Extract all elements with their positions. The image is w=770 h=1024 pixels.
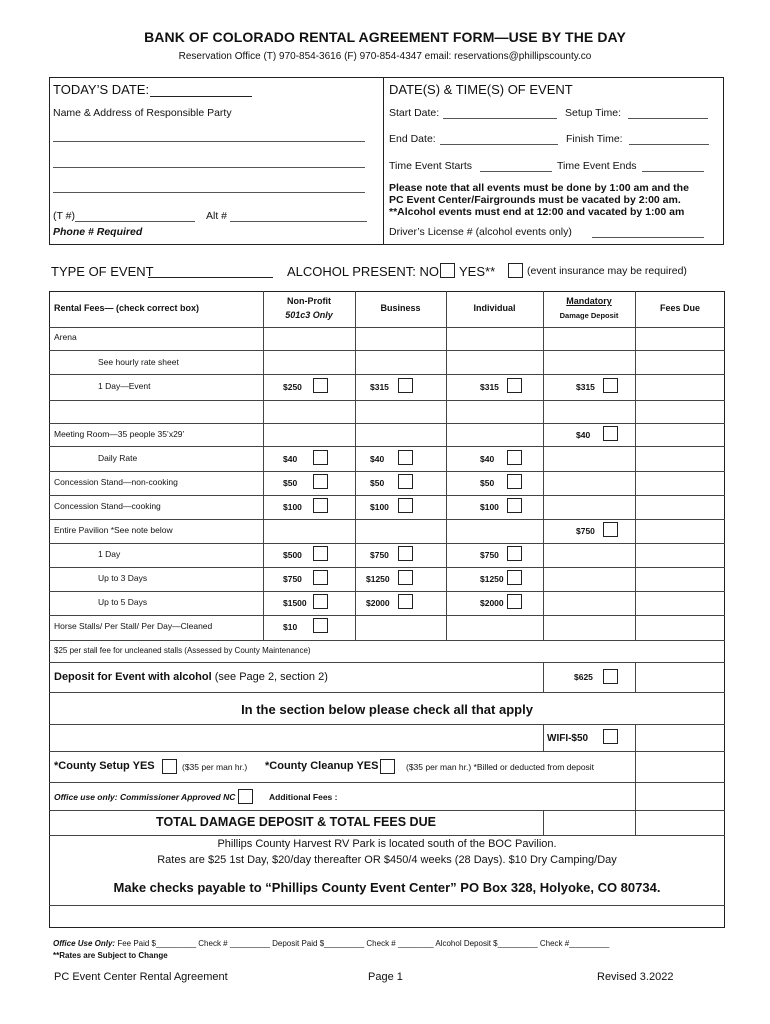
- row-concession-cooking: Concession Stand—cooking: [54, 501, 161, 511]
- col-header-business: Business: [380, 303, 421, 313]
- price-conc-c-b: $100: [370, 502, 389, 512]
- address-line-3[interactable]: [53, 192, 365, 193]
- price-daily-b: $40: [370, 454, 385, 464]
- rates-subject-note: **Rates are Subject to Change: [53, 951, 168, 960]
- form-title: BANK OF COLORADO RENTAL AGREEMENT FORM—USE BY THE DAY: [144, 29, 626, 45]
- insurance-note: (event insurance may be required): [527, 265, 687, 277]
- checkbox-daily-i[interactable]: [507, 450, 522, 465]
- table-col-divider: [355, 291, 356, 640]
- license-field[interactable]: [592, 237, 704, 238]
- row-pavilion-5days: Up to 5 Days: [98, 597, 148, 607]
- event-starts-field[interactable]: [480, 171, 552, 172]
- note-line-2: PC Event Center/Fairgrounds must be vacated by 2:00 am.: [389, 194, 681, 206]
- office-use-fields[interactable]: Fee Paid $_________ Check # _________ Deposit Paid $_________ Check # ________ Alcohol Deposit $_________ Check #_________: [115, 939, 610, 948]
- type-of-event-field[interactable]: [148, 277, 273, 278]
- table-row-divider: [49, 835, 725, 836]
- wifi-label: WIFI-$50: [547, 733, 589, 744]
- row-stall-fee-note: $25 per stall fee for uncleaned stalls (Assessed by County Maintenance): [54, 646, 311, 655]
- table-row-divider: [49, 471, 725, 472]
- price-p5-i: $2000: [480, 598, 504, 608]
- checkbox-day-event-np[interactable]: [313, 378, 328, 393]
- row-concession-noncooking: Concession Stand—non-cooking: [54, 477, 178, 487]
- price-p3-i: $1250: [480, 574, 504, 584]
- box-divider: [383, 77, 384, 245]
- col-header-nonprofit-sub: 501c3 Only: [285, 310, 333, 320]
- page-number: Page 1: [368, 971, 403, 983]
- price-day-event-i: $315: [480, 382, 499, 392]
- checkbox-meeting-d[interactable]: [603, 426, 618, 441]
- table-row-divider: [49, 495, 725, 496]
- office-use-line: [53, 939, 609, 948]
- price-conc-c-np: $100: [283, 502, 302, 512]
- table-row-divider: [49, 905, 725, 906]
- table-col-divider: [635, 724, 636, 751]
- table-row-divider: [49, 543, 725, 544]
- responsible-party-label: Name & Address of Responsible Party: [53, 107, 232, 119]
- type-of-event-label: TYPE OF EVENT: [51, 264, 154, 279]
- price-conc-c-i: $100: [480, 502, 499, 512]
- table-row-divider: [49, 692, 725, 693]
- alcohol-deposit-amount: $625: [574, 672, 593, 682]
- county-setup-rate: ($35 per man hr.): [182, 762, 248, 772]
- checkbox-daily-np[interactable]: [313, 450, 328, 465]
- county-cleanup-rate: ($35 per man hr.) *Billed or deducted from deposit: [406, 762, 595, 772]
- finish-time-field[interactable]: [629, 144, 709, 145]
- county-setup-checkbox[interactable]: [162, 759, 177, 774]
- checkbox-p5-b[interactable]: [398, 594, 413, 609]
- row-meeting-room: Meeting Room—35 people 35’x29’: [54, 429, 185, 439]
- checkbox-conc-c-np[interactable]: [313, 498, 328, 513]
- row-pavilion-1day: 1 Day: [98, 549, 121, 559]
- price-p3-b: $1250: [366, 574, 390, 584]
- table-row-divider: [49, 374, 725, 375]
- price-meeting-d: $40: [576, 430, 591, 440]
- checkbox-pavilion-d[interactable]: [603, 522, 618, 537]
- price-daily-np: $40: [283, 454, 298, 464]
- price-day-event-b: $315: [370, 382, 389, 392]
- checkbox-day-event-d[interactable]: [603, 378, 618, 393]
- county-setup-label: *County Setup YES: [54, 760, 155, 772]
- table-col-divider: [635, 662, 636, 692]
- row-day-event: 1 Day—Event: [98, 381, 151, 391]
- checkbox-horse-np[interactable]: [313, 618, 328, 633]
- row-pavilion-3days: Up to 3 Days: [98, 573, 148, 583]
- setup-time-label: Setup Time:: [565, 107, 622, 119]
- todays-date-field[interactable]: [150, 96, 252, 97]
- table-row-divider: [49, 782, 725, 783]
- alcohol-deposit-ref: (see Page 2, section 2): [211, 671, 328, 683]
- col-header-rental: Rental Fees— (check correct box): [54, 303, 200, 313]
- office-use-label: Office Use Only:: [53, 939, 116, 948]
- checkbox-conc-nc-b[interactable]: [398, 474, 413, 489]
- col-header-nonprofit: Non-Profit: [287, 296, 331, 306]
- table-col-divider: [543, 662, 544, 692]
- alcohol-present-label: ALCOHOL PRESENT: NO: [287, 264, 439, 279]
- phone-label: (T #): [53, 210, 75, 222]
- alt-phone-field[interactable]: [230, 221, 367, 222]
- total-fees-label: TOTAL DAMAGE DEPOSIT & TOTAL FEES DUE: [156, 815, 436, 829]
- table-row-divider: [49, 724, 725, 725]
- phone-field[interactable]: [75, 221, 195, 222]
- checkbox-conc-c-i[interactable]: [507, 498, 522, 513]
- price-day-event-d: $315: [576, 382, 595, 392]
- table-row-divider: [49, 446, 725, 447]
- alcohol-no-checkbox[interactable]: [440, 263, 455, 278]
- table-col-divider: [635, 782, 636, 810]
- table-row-divider: [49, 751, 725, 752]
- alcohol-yes-label: YES**: [459, 264, 496, 279]
- price-conc-nc-i: $50: [480, 478, 495, 488]
- alcohol-yes-checkbox[interactable]: [508, 263, 523, 278]
- col-header-individual: Individual: [473, 303, 516, 313]
- event-starts-label: Time Event Starts: [389, 160, 473, 172]
- setup-time-field[interactable]: [628, 118, 708, 119]
- price-daily-i: $40: [480, 454, 495, 464]
- end-date-label: End Date:: [389, 133, 436, 145]
- checkbox-conc-nc-i[interactable]: [507, 474, 522, 489]
- rv-park-line-2: Rates are $25 1st Day, $20/day thereafter OR $450/4 weeks (28 Days). $10 Dry Camping/Day: [157, 854, 617, 866]
- table-row-divider: [49, 591, 725, 592]
- price-conc-nc-b: $50: [370, 478, 385, 488]
- county-cleanup-checkbox[interactable]: [380, 759, 395, 774]
- table-col-divider: [263, 291, 264, 640]
- checkbox-p3-i[interactable]: [507, 570, 522, 585]
- checkbox-day-event-b[interactable]: [398, 378, 413, 393]
- row-hourly: See hourly rate sheet: [98, 357, 179, 367]
- start-date-field[interactable]: [443, 118, 557, 119]
- phone-required-note: Phone # Required: [53, 226, 143, 238]
- row-entire-pavilion: Entire Pavilion *See note below: [54, 525, 173, 535]
- office-nc-checkbox[interactable]: [238, 789, 253, 804]
- checkbox-p1-b[interactable]: [398, 546, 413, 561]
- price-p5-np: $1500: [283, 598, 307, 608]
- event-ends-label: Time Event Ends: [557, 160, 637, 172]
- todays-date-label: TODAY’S DATE:: [53, 82, 150, 97]
- table-row-divider: [49, 615, 725, 616]
- checkbox-conc-nc-np[interactable]: [313, 474, 328, 489]
- table-row-divider: [49, 640, 725, 641]
- contact-info: Reservation Office (T) 970-854-3616 (F) 970-854-4347 email: reservations@phillipscounty.co: [178, 51, 592, 62]
- price-p3-np: $750: [283, 574, 302, 584]
- table-row-divider: [49, 567, 725, 568]
- table-col-divider: [635, 291, 636, 640]
- office-nc-label: Office use only: Commissioner Approved NC: [54, 792, 236, 802]
- additional-fees-label: Additional Fees :: [269, 792, 338, 802]
- start-date-label: Start Date:: [389, 107, 440, 119]
- table-row-divider: [49, 350, 725, 351]
- event-ends-field[interactable]: [642, 171, 704, 172]
- table-row-divider: [49, 662, 725, 663]
- row-alcohol-deposit: [54, 671, 328, 683]
- county-cleanup-label: *County Cleanup YES: [265, 760, 379, 772]
- col-header-damage-deposit: Damage Deposit: [559, 311, 619, 320]
- rv-park-line-1: Phillips County Harvest RV Park is located south of the BOC Pavilion.: [217, 838, 557, 850]
- table-row-divider: [49, 327, 725, 328]
- note-line-1: Please note that all events must be done by 1:00 am and the: [389, 182, 689, 194]
- checkbox-day-event-i[interactable]: [507, 378, 522, 393]
- note-line-3: **Alcohol events must end at 12:00 and vacated by 1:00 am: [389, 206, 685, 218]
- license-label: Driver’s License # (alcohol events only): [389, 226, 572, 238]
- check-all-heading: In the section below please check all that apply: [241, 702, 533, 717]
- checkbox-p5-np[interactable]: [313, 594, 328, 609]
- price-day-event-np: $250: [283, 382, 302, 392]
- footer-title: PC Event Center Rental Agreement: [54, 971, 228, 983]
- table-col-divider: [543, 291, 544, 640]
- table-col-divider: [543, 724, 544, 751]
- checkbox-p1-np[interactable]: [313, 546, 328, 561]
- checkbox-p1-i[interactable]: [507, 546, 522, 561]
- table-col-divider: [635, 810, 636, 835]
- checkbox-conc-c-b[interactable]: [398, 498, 413, 513]
- row-horse-stalls: Horse Stalls/ Per Stall/ Per Day—Cleaned: [54, 621, 213, 631]
- checks-payable: Make checks payable to “Phillips County Event Center” PO Box 328, Holyoke, CO 80734.: [113, 880, 661, 895]
- table-col-divider: [635, 751, 636, 782]
- table-col-divider: [543, 810, 544, 835]
- end-date-field[interactable]: [440, 144, 558, 145]
- price-pavilion-d: $750: [576, 526, 595, 536]
- table-row-divider: [49, 400, 725, 401]
- table-row-divider: [49, 519, 725, 520]
- revision-date: Revised 3.2022: [597, 971, 674, 983]
- price-horse-np: $10: [283, 622, 298, 632]
- price-p1-np: $500: [283, 550, 302, 560]
- checkbox-p3-b[interactable]: [398, 570, 413, 585]
- price-p1-b: $750: [370, 550, 389, 560]
- address-line-2[interactable]: [53, 167, 365, 168]
- checkbox-p3-np[interactable]: [313, 570, 328, 585]
- alcohol-deposit-label: Deposit for Event with alcohol: [54, 671, 212, 683]
- address-line-1[interactable]: [53, 141, 365, 142]
- table-row-divider: [49, 810, 725, 811]
- finish-time-label: Finish Time:: [566, 133, 623, 145]
- event-dates-heading: DATE(S) & TIME(S) OF EVENT: [389, 82, 573, 97]
- alt-phone-label: Alt #: [206, 210, 228, 222]
- price-p1-i: $750: [480, 550, 499, 560]
- checkbox-p5-i[interactable]: [507, 594, 522, 609]
- col-header-fees-due: Fees Due: [659, 303, 701, 313]
- alcohol-deposit-checkbox[interactable]: [603, 669, 618, 684]
- table-col-divider: [446, 291, 447, 640]
- col-header-mandatory: Mandatory: [566, 296, 612, 306]
- price-p5-b: $2000: [366, 598, 390, 608]
- checkbox-daily-b[interactable]: [398, 450, 413, 465]
- row-daily-rate: Daily Rate: [98, 453, 138, 463]
- row-arena: Arena: [54, 332, 77, 342]
- table-row-divider: [49, 423, 725, 424]
- price-conc-nc-np: $50: [283, 478, 298, 488]
- wifi-checkbox[interactable]: [603, 729, 618, 744]
